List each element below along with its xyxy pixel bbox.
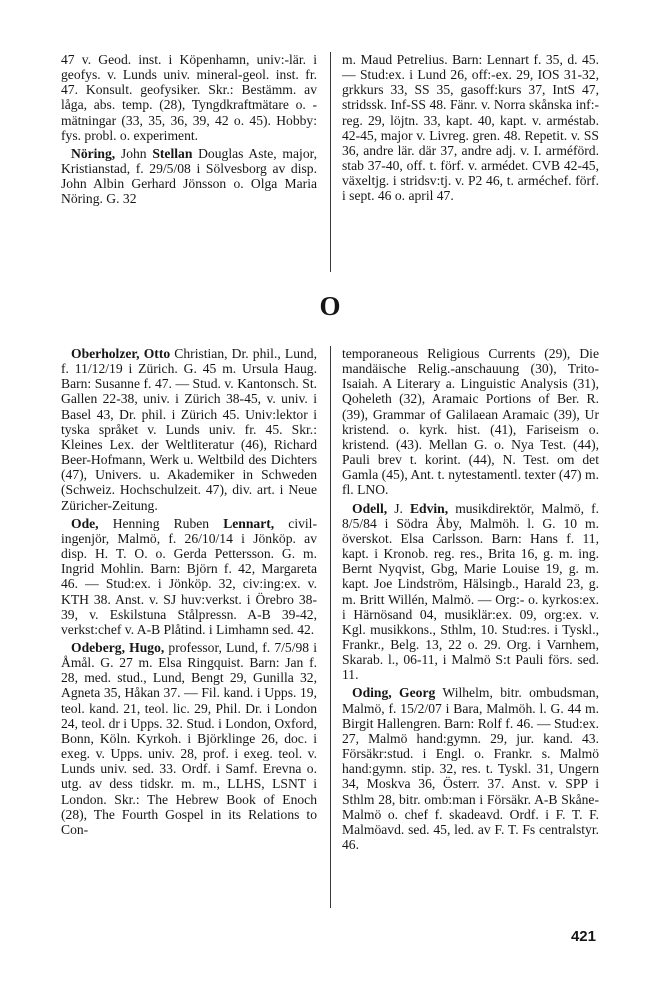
entry-odell [342,501,599,683]
section-letter: O [319,291,341,321]
entry-body: Douglas Aste, major, Kristianstad, f. 29/5/08 i Sölvesborg av disp. John Albin Gerhard Jönsson o. Olga Maria Nöring. G. 32 [61,145,317,207]
entry-headword: Oding, Georg [352,685,436,701]
entry-call-name: Lennart, [223,515,275,531]
column-bottom-right [342,346,599,855]
entry-given-name: Henning Ruben [112,515,210,531]
entry-oberholzer [61,346,317,513]
entry-body: Christian, Dr. phil., Lund, f. 11/12/19 i Zürich. G. 45 m. Ursula Haug. Barn: Susanne f. 47. — Stud. v. Kantonsch. St. Gallen 22-38, univ. i Zürich 38-45, v. univ. i Basel 43, Dr. phil. i Zürich 45. Univ:lektor i tyska språket v. Lunds univ. fr. 45. Skr.: Kleines Lex. der Weltliteratur (46), Richard Beer-Hofmann, Werk u. Weltbild des Dichters (47), Univers. u. Akademiker in Schweden (Schweiz. Hochschulzeit. 47), div. art. i Neue Züricher-Zeitung. [61,346,317,513]
entry-given-name: John [120,145,147,161]
entry-ode [61,516,317,637]
entry-body: Wilhelm, bitr. ombudsman, Malmö, f. 15/2/07 i Bara, Malmöh. l. G. 44 m. Birgit Hallengren. Barn: Rolf f. 46. — Stud:ex. 27, Malmö hand:gymn. 29, jur. kand. 43. Försäkr:stud. i Engl. o. Frankr. s. Malmö hand:gymn. stip. 32, res. t. Tyskl. 31, Ungern 34, Moskva 36, Österr. 37. Anst. v. SPP i Sthlm 28, bitr. omb:man i Försäkr. A-B Skåne-Malmö o. chef f. skadeavd. Ordf. i F. T. F. Malmöavd. sed. 45, led. av F. T. Fs centralstyr. 46. [342,685,599,852]
column-divider-bottom [330,346,331,908]
page-number: 421 [570,928,596,945]
entry-surname: Nöring, [71,145,116,161]
entry-continuation: 47 v. Geod. inst. i Köpenhamn, univ:-lär. i geofys. v. Lunds univ. mineral-geol. inst. fr. 47. Konsult. geofysiker. Skr.: Bestämm. av låga, abs. temp. (28), Tyngdkraftmätare o. -mätningar (33, 35, 36, 39, 42 o. 45). Hobby: fys. probl. o. experiment. [61,52,317,143]
column-divider-top [330,52,331,272]
entry-continuation: m. Maud Petrelius. Barn: Lennart f. 35, d. 45. — Stud:ex. i Lund 26, off:-ex. 29, IOS 31-32, grkkurs 33, SS 35, gasoff:kurs 37, IntS 47, stridssk. Inf-SS 48. Fänr. v. Norra skånska inf:-reg. 29, löjtn. 33, kapt. 40, kapt. v. arméstab. 42-45, major v. Livreg. gren. 48. Repetit. v. SS 36, andre lär. där 37, andre adj. v. I. arméförd. stab 37-40, off. t. förf. v. armédet. CVB 42-45, växeltjg. i stridsv:tj. v. P2 46, t. arméchef. förf. i sept. 46 o. april 47. [342,52,599,204]
column-top-left [61,52,317,210]
entry-given-name: J. [394,500,403,516]
column-top-right [342,52,599,207]
entry-oding [342,685,599,852]
entry-surname: Odell, [352,500,388,516]
entry-body: civil-ingenjör, Malmö, f. 26/10/14 i Jönköp. av disp. H. T. O. o. Gerda Pettersson. G. m. Ingrid Mohlin. Barn: Björn f. 42, Margareta 46. — Stud:ex. i Jönköp. 32, civ:ing:ex. v. KTH 38. Anst. v. SJ huv:verkst. i Örebro 38-39, v. Eskilstuna Stålpressn. A-B 39-42, verkst:chef v. A-B Plåtind. i Limhamn sed. 42. [61,515,317,637]
entry-body: professor, Lund, f. 7/5/98 i Åmål. G. 27 m. Elsa Ringquist. Barn: Jan f. 28, med. stud., Lund, Bengt 29, Gunilla 32, Agneta 35, Håkan 37. — Fil. kand. i Upps. 19, teol. kand. 21, teol. lic. 29, Phil. Dr. i London 24, teol. dr i Upps. 32. Stud. i London, Oxford, Bonn, Köln. Kyrkoh. i Björklinge 26, doc. i exeg. v. Upps. univ. 28, prof. i exeg. teol. v. Lunds univ. sed. 33. Ordf. i Samf. Erevna o. utg. av dess tidskr. m. m., LLHS, LSNT i London. Skr.: The Hebrew Book of Enoch (28), The Fourth Gospel in its Relations to Con- [61,639,318,837]
entry-headword: Oberholzer, Otto [71,346,171,361]
entry-continuation: temporaneous Religious Currents (29), Die mandäische Relig.-anschauung (30), Trito-Isaiah. A Literary a. Linguistic Analysis (31), Qoheleth (32), Aramaic Portions of Ber. R. (39), Grammar of Galilaean Aramaic (39), Ur kristend. o. kyrk. hist. (41), Fariseism o. kristend. (43). Mellan G. o. Nya Test. (44), Pauli brev t. korint. (44), N. Test. om det Gamla (45), Ant. t. nytestamentl. texter (47) m. fl. LNO. [342,346,599,498]
entry-body: musikdirektör, Malmö, f. 8/5/84 i Södra Åby, Malmöh. l. G. 10 m. överskot. Elsa Carlsson. Barn: Hans f. 11, kapt. i Kronob. reg. res., Brita 16, g. m. ing. Bernt Nyqvist, Gbg, Marie Louise 19, g. m. kapt. Joe Lindström, Hälsingb., Harald 23, g. m. Britt Willén, Malmö. — Org:- o. kyrkos:ex. i Härnösand 04, musiklär:ex. 09, org:ex. v. Kgl. musikkons., Sthlm, 10. Stud:res. i Tyskl., Frankr., Belg. 13, 22 o. 29. Org. i Varnhem, Skarab. l., 06-11, i Malmö S:t Pauli förs. sed. 11. [342,500,600,683]
entry-surname: Ode, [71,515,99,531]
entry-noring [61,146,317,207]
entry-call-name: Stellan [152,145,193,161]
entry-headword: Odeberg, Hugo, [71,639,165,655]
entry-call-name: Edvin, [409,500,449,516]
column-bottom-left [61,346,317,840]
entry-odeberg [61,640,317,837]
